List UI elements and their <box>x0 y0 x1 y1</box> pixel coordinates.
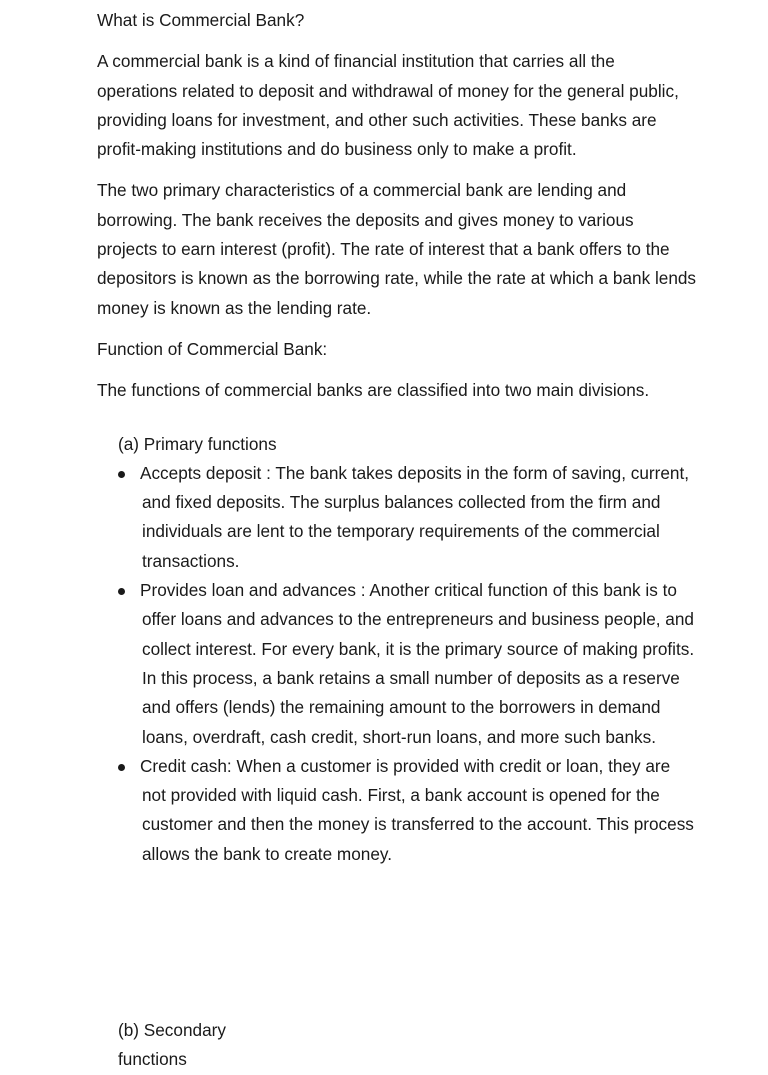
list-item <box>118 576 697 752</box>
primary-functions-heading: (a) Primary functions <box>118 433 277 454</box>
section-title: Function of Commercial Bank: <box>97 338 328 359</box>
primary-functions-list <box>97 459 697 869</box>
document-page <box>97 6 697 869</box>
bullet-icon <box>118 764 125 771</box>
list-item-text: Accepts deposit : The bank takes deposits in the form of saving, current, and fixed deposits. The surplus balances collected from the firm and individuals are lent to the temporary requirements of the commercial transactions. <box>140 462 690 571</box>
paragraph-characteristics: The two primary characteristics of a commercial bank are lending and borrowing. The bank receives the deposits and gives money to various projects to earn interest (profit). The rate of interest that a bank offers to the depositors is known as the borrowing rate, while the rate at which a bank lends money is known as the lending rate. <box>97 180 697 318</box>
list-item-text: Credit cash: When a customer is provided with credit or loan, they are not provided with liquid cash. First, a bank account is opened for the customer and then the money is transferred to the account. This process allows the bank to create money. <box>140 755 694 864</box>
bullet-icon <box>118 471 125 478</box>
list-item <box>118 459 697 576</box>
document-title: What is Commercial Bank? <box>97 10 305 30</box>
list-item <box>118 752 697 869</box>
section-intro: The functions of commercial banks are classified into two main divisions. <box>97 380 650 401</box>
paragraph-definition: A commercial bank is a kind of financial institution that carries all the operations related to deposit and withdrawal of money for the general public, providing loans for investment, and other such activities. These banks are profit-making institutions and do business only to make a profit. <box>97 51 679 160</box>
list-item-text: Provides loan and advances : Another critical function of this bank is to offer loans and advances to the entrepreneurs and business people, and collect interest. For every bank, it is the primary source of making profits. In this process, a bank retains a small number of deposits as a reserve and offers (lends) the remaining amount to the borrowers in demand loans, overdraft, cash credit, short-run loans, and more such banks. <box>140 580 695 747</box>
bullet-icon <box>118 588 125 595</box>
secondary-functions-heading-cut: (b) Secondary functions <box>118 1020 226 1070</box>
